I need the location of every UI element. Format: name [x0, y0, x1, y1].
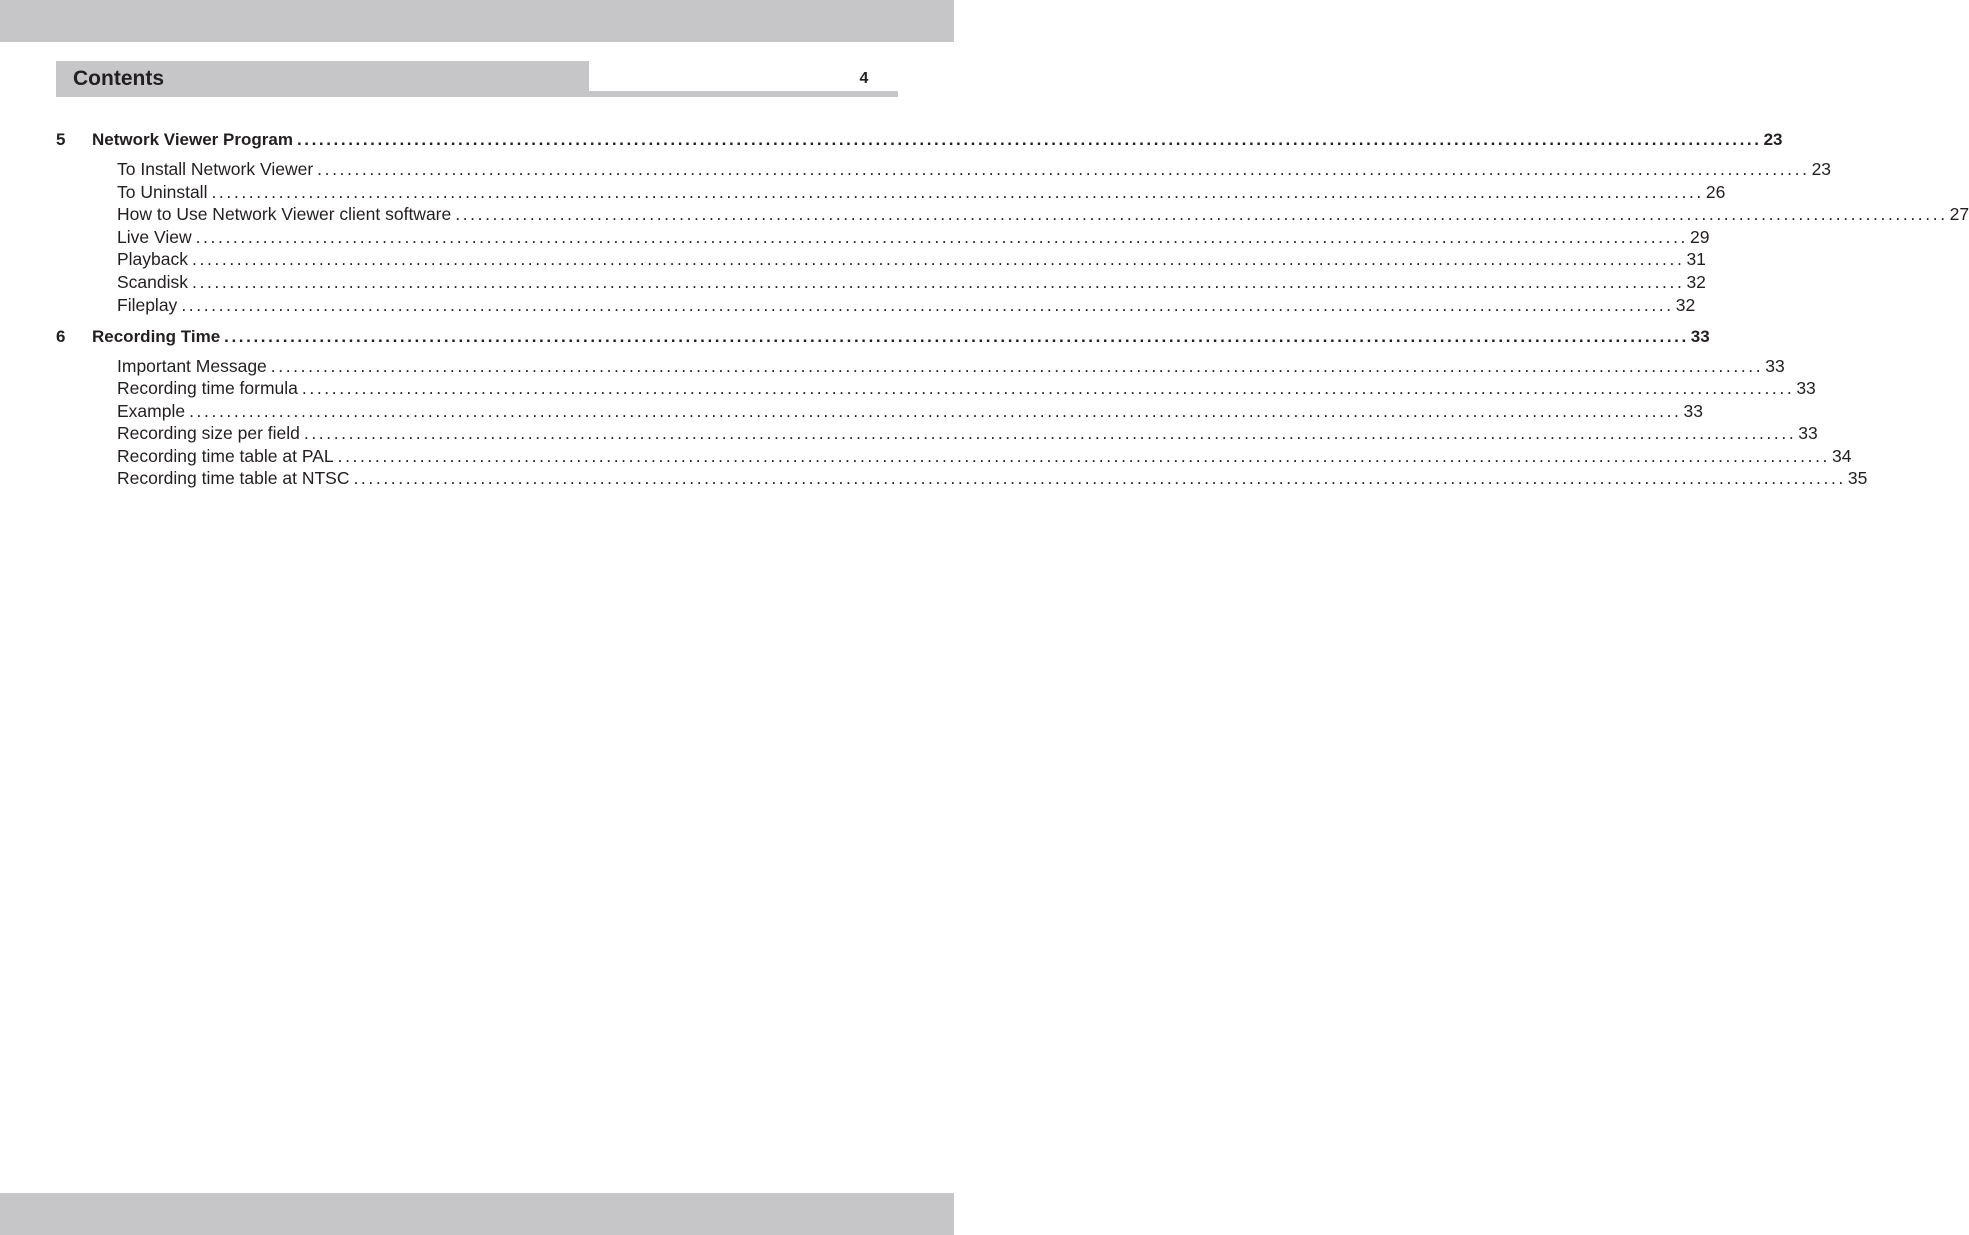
dot-leader: ........................................................................................................................................................................................................ — [192, 249, 1685, 269]
entry-label: Example — [117, 401, 186, 421]
dot-leader: ........................................................................................................................................................................................................ — [189, 401, 1682, 421]
toc-entry[interactable] — [56, 272, 1706, 294]
entry-page: 23 — [1811, 159, 1832, 179]
section-page: 23 — [1763, 130, 1783, 149]
dot-leader: ........................................................................................................................................................................................................ — [353, 468, 1846, 488]
entry-page: 34 — [1832, 446, 1852, 466]
entry-label: Scandisk — [117, 272, 189, 292]
entry-label: To Uninstall — [117, 182, 208, 202]
entry-page: 33 — [1796, 378, 1816, 398]
entry-page: 32 — [1675, 295, 1696, 315]
entry-label: Recording time formula — [117, 378, 298, 398]
dot-leader: ........................................................................................................................................................................................................ — [296, 130, 1762, 149]
toc-section-5[interactable] — [56, 130, 1783, 152]
entry-label: Recording time table at PAL — [117, 446, 334, 466]
toc-section-6[interactable] — [56, 327, 1710, 349]
dot-leader: ........................................................................................................................................................................................................ — [270, 356, 1764, 376]
page-number: 4 — [859, 70, 869, 87]
dot-leader: ........................................................................................................................................................................................................ — [192, 272, 1685, 292]
bottom-band — [0, 1193, 954, 1235]
toc-entry[interactable] — [56, 249, 1706, 271]
top-band — [0, 0, 954, 42]
dot-leader: ........................................................................................................................................................................................................ — [301, 378, 1795, 398]
dot-leader: ........................................................................................................................................................................................................ — [455, 204, 1948, 224]
dot-leader: ........................................................................................................................................................................................................ — [317, 159, 1810, 179]
toc-entry[interactable] — [56, 423, 1818, 445]
entry-label: Important Message — [117, 356, 267, 376]
dot-leader: ........................................................................................................................................................................................................ — [337, 446, 1831, 466]
entry-label: Playback — [117, 249, 189, 269]
toc-entry[interactable] — [56, 446, 1852, 468]
entry-label: How to Use Network Viewer client software — [117, 204, 452, 224]
section-title: Recording Time — [92, 327, 221, 346]
toc-entry[interactable] — [56, 356, 1785, 378]
dot-leader: ........................................................................................................................................................................................................ — [195, 227, 1689, 247]
entry-page: 29 — [1690, 227, 1710, 247]
entry-page: 33 — [1683, 401, 1703, 421]
toc-entry[interactable] — [56, 378, 1816, 400]
toc-entry[interactable] — [56, 204, 1969, 226]
entry-label: Live View — [117, 227, 192, 247]
toc-entry[interactable] — [56, 159, 1832, 181]
entry-page: 33 — [1765, 356, 1785, 376]
entry-label: Fileplay — [117, 295, 178, 315]
toc-entry[interactable] — [56, 295, 1696, 317]
entry-page: 33 — [1798, 423, 1818, 443]
toc-entry[interactable] — [56, 401, 1703, 423]
section-title: Network Viewer Program — [92, 130, 293, 149]
toc-entry[interactable] — [56, 468, 1868, 490]
toc-entry[interactable] — [56, 227, 1710, 249]
dot-leader: ........................................................................................................................................................................................................ — [211, 182, 1704, 202]
entry-label: To Install Network Viewer — [117, 159, 314, 179]
toc-entry[interactable] — [56, 182, 1726, 204]
dot-leader: ........................................................................................................................................................................................................ — [303, 423, 1797, 443]
dot-leader: ........................................................................................................................................................................................................ — [181, 295, 1674, 315]
page-title: Contents — [56, 61, 589, 97]
section-number: 5 — [56, 130, 66, 149]
section-number: 6 — [56, 327, 66, 346]
entry-label: Recording size per field — [117, 423, 300, 443]
section-page: 33 — [1690, 327, 1710, 346]
header-rule — [589, 91, 898, 97]
entry-page: 35 — [1847, 468, 1868, 488]
entry-page: 26 — [1705, 182, 1726, 202]
entry-page: 31 — [1686, 249, 1706, 269]
dot-leader: ........................................................................................................................................................................................................ — [224, 327, 1689, 346]
entry-label: Recording time table at NTSC — [117, 468, 350, 488]
entry-page: 32 — [1686, 272, 1706, 292]
entry-page: 27 — [1949, 204, 1969, 224]
